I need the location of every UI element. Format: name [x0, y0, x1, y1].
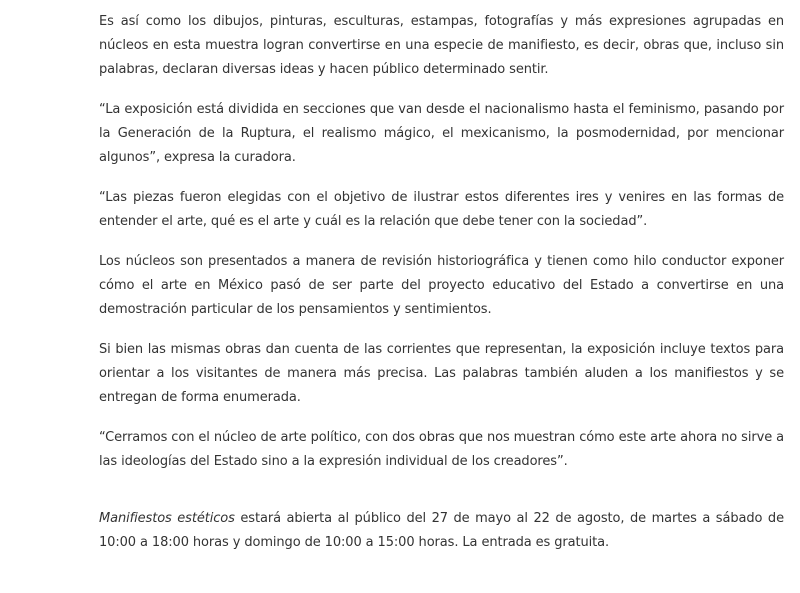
paragraph: Los núcleos son presentados a manera de revisión historiográfica y tienen como hilo conductor exponer cómo el arte en México pasó de ser parte del proyecto educativo del Estado a convertirse en una demostración particular de los pensamientos y sentimientos. — [99, 254, 784, 317]
paragraph: “Cerramos con el núcleo de arte político, con dos obras que nos muestran cómo este arte ahora no sirve a las ideologías del Estado sino a la expresión individual de los creadores”. — [99, 430, 784, 469]
exhibition-title: Manifiestos estéticos — [99, 511, 235, 526]
exhibition-schedule: estará abierta al público del 27 de mayo al 22 de agosto, de martes a sábado de 10:00 a 18:00 horas y domingo de 10:00 a 15:00 horas. La entrada es gratuita. — [99, 511, 784, 550]
paragraph: “Las piezas fueron elegidas con el objetivo de ilustrar estos diferentes ires y venires en las formas de entender el arte, qué es el arte y cuál es la relación que debe tener con la sociedad”. — [99, 190, 784, 229]
paragraph: Es así como los dibujos, pinturas, esculturas, estampas, fotografías y más expresiones agrupadas en núcleos en esta muestra logran convertirse en una especie de manifiesto, es decir, obras que, incluso sin palabras, declaran diversas ideas y hacen público determinado sentir. — [99, 14, 784, 77]
paragraph: “La exposición está dividida en secciones que van desde el nacionalismo hasta el feminismo, pasando por la Generación de la Ruptura, el realismo mágico, el mexicanismo, la posmodernidad, por mencionar algunos”, expresa la curadora. — [99, 102, 784, 165]
article-body — [99, 10, 784, 571]
paragraph: Si bien las mismas obras dan cuenta de las corrientes que representan, la exposición incluye textos para orientar a los visitantes de manera más precisa. Las palabras también aluden a los manifiestos y se entregan de forma enumerada. — [99, 342, 784, 405]
exhibition-info-paragraph — [99, 507, 784, 555]
